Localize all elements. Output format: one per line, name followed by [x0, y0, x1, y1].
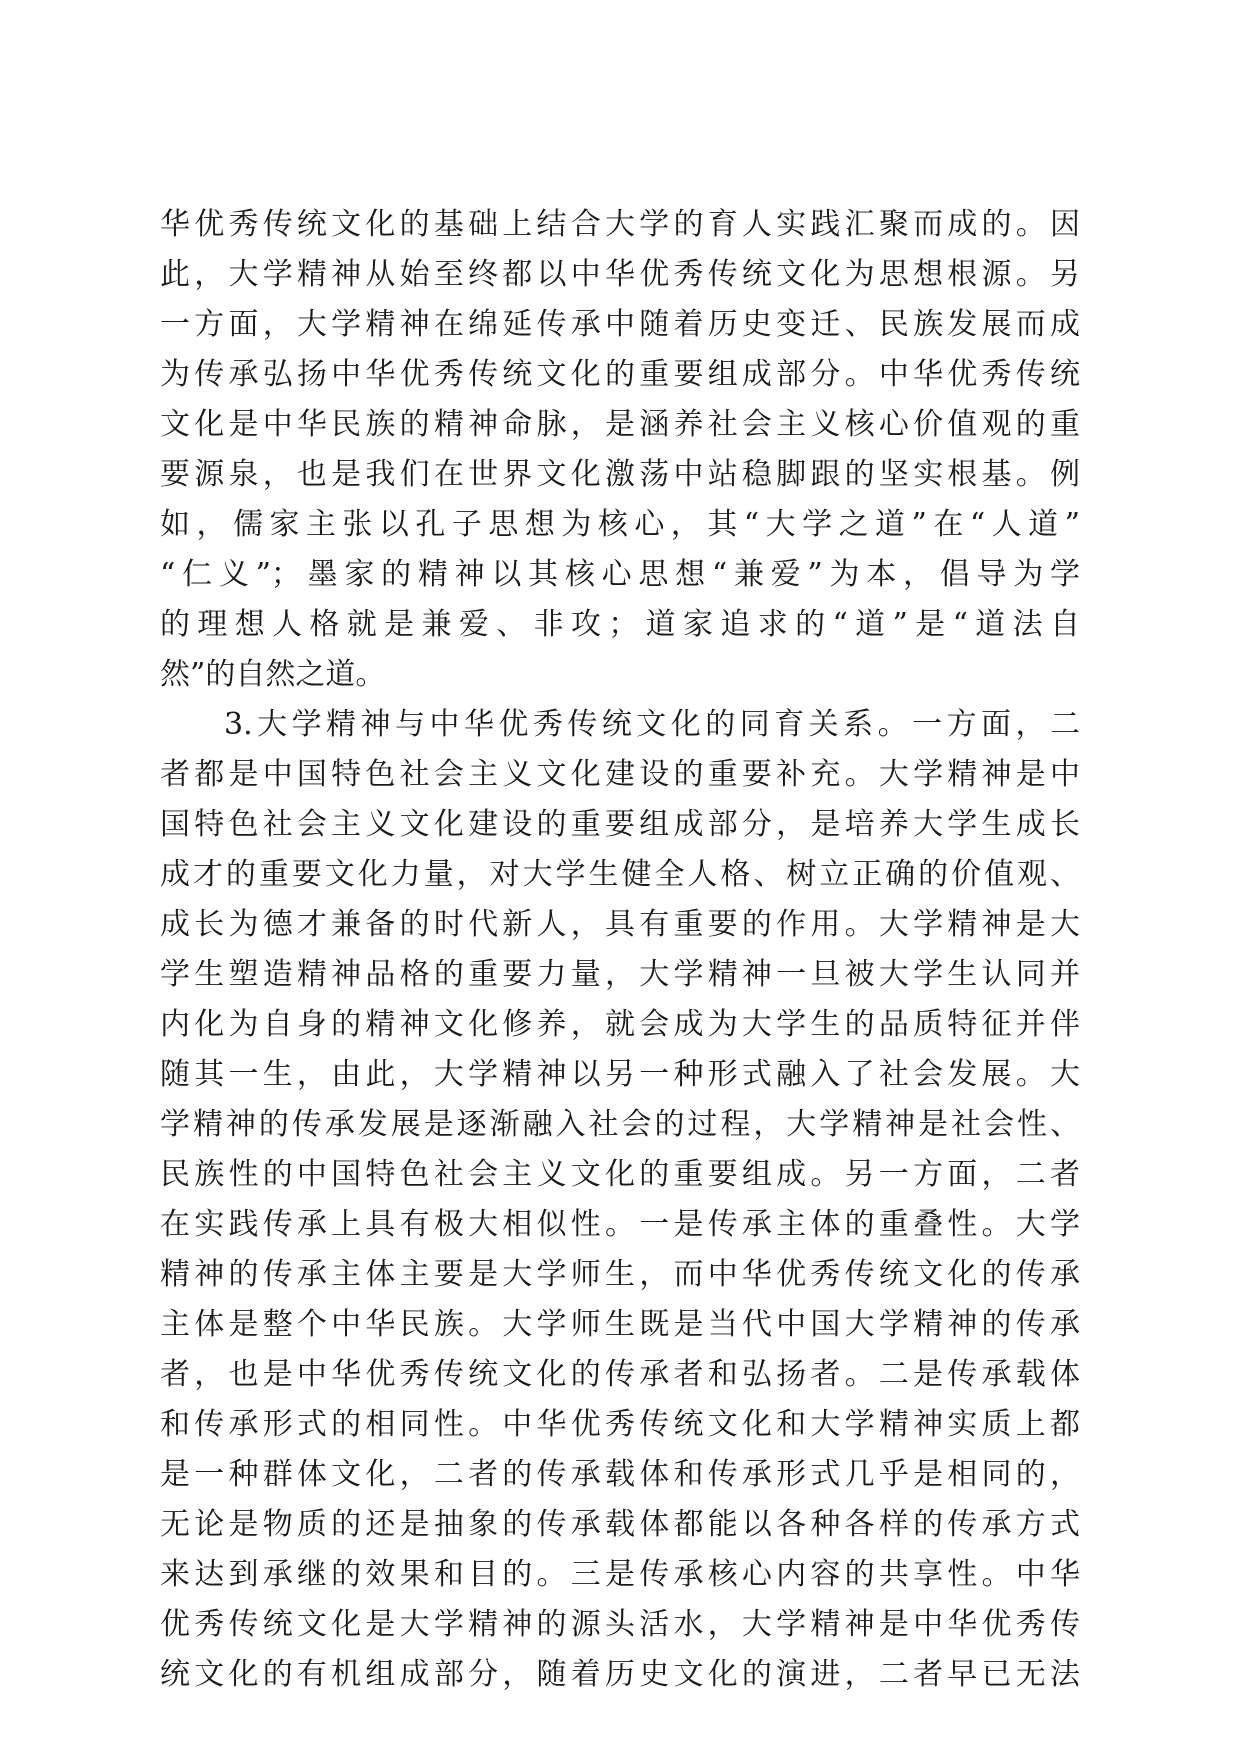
text-line: 是一种群体文化，二者的传承载体和传承形式几乎是相同的， — [160, 1457, 1080, 1492]
text-line: 随其一生，由此，大学精神以另一种形式融入了社会发展。大 — [160, 1057, 1080, 1092]
text-line: 学生塑造精神品格的重要力量，大学精神一旦被大学生认同并 — [160, 957, 1080, 992]
text-line: 无论是物质的还是抽象的传承载体都能以各种各样的传承方式 — [160, 1507, 1080, 1542]
text-line: 国特色社会主义文化建设的重要组成部分，是培养大学生成长 — [160, 807, 1080, 842]
text-line: 要源泉，也是我们在世界文化激荡中站稳脚跟的坚实根基。例 — [160, 457, 1080, 492]
text-line: 文化是中华民族的精神命脉，是涵养社会主义核心价值观的重 — [160, 407, 1080, 442]
text-line: 成才的重要文化力量，对大学生健全人格、树立正确的价值观、 — [160, 857, 1080, 892]
body-text — [160, 200, 1080, 1700]
text-line: “仁义”；墨家的精神以其核心思想“兼爱”为本，倡导为学 — [160, 557, 1080, 592]
text-line: 如，儒家主张以孔子思想为核心，其“大学之道”在“人道” — [160, 507, 1080, 542]
text-line: 内化为自身的精神文化修养，就会成为大学生的品质特征并伴 — [160, 1007, 1080, 1042]
text-line: 来达到承继的效果和目的。三是传承核心内容的共享性。中华 — [160, 1557, 1080, 1592]
text-line: 然”的自然之道。 — [160, 657, 386, 692]
text-line: 为传承弘扬中华优秀传统文化的重要组成部分。中华优秀传统 — [160, 357, 1080, 392]
text-line: 者，也是中华优秀传统文化的传承者和弘扬者。二是传承载体 — [160, 1357, 1080, 1392]
text-line: 者都是中国特色社会主义文化建设的重要补充。大学精神是中 — [160, 757, 1080, 792]
text-line: 主体是整个中华民族。大学师生既是当代中国大学精神的传承 — [160, 1307, 1080, 1342]
text-line: 统文化的有机组成部分，随着历史文化的演进，二者早已无法 — [160, 1657, 1080, 1692]
text-line: 华优秀传统文化的基础上结合大学的育人实践汇聚而成的。因 — [160, 207, 1080, 242]
text-line: 和传承形式的相同性。中华优秀传统文化和大学精神实质上都 — [160, 1407, 1080, 1442]
text-line: 民族性的中国特色社会主义文化的重要组成。另一方面，二者 — [160, 1157, 1080, 1192]
paragraph-continuation — [160, 200, 1080, 700]
text-line: 精神的传承主体主要是大学师生，而中华优秀传统文化的传承 — [160, 1257, 1080, 1292]
section-heading-line: 3.大学精神与中华优秀传统文化的同育关系。一方面，二 — [224, 707, 1080, 742]
text-line: 成长为德才兼备的时代新人，具有重要的作用。大学精神是大 — [160, 907, 1080, 942]
text-line: 优秀传统文化是大学精神的源头活水，大学精神是中华优秀传 — [160, 1607, 1080, 1642]
text-line: 一方面，大学精神在绵延传承中随着历史变迁、民族发展而成 — [160, 307, 1080, 342]
paragraph-section-3 — [160, 700, 1080, 1700]
text-line: 此，大学精神从始至终都以中华优秀传统文化为思想根源。另 — [160, 257, 1080, 292]
text-line: 的理想人格就是兼爱、非攻；道家追求的“道”是“道法自 — [160, 607, 1080, 642]
text-line: 学精神的传承发展是逐渐融入社会的过程，大学精神是社会性、 — [160, 1107, 1080, 1142]
text-line: 在实践传承上具有极大相似性。一是传承主体的重叠性。大学 — [160, 1207, 1080, 1242]
